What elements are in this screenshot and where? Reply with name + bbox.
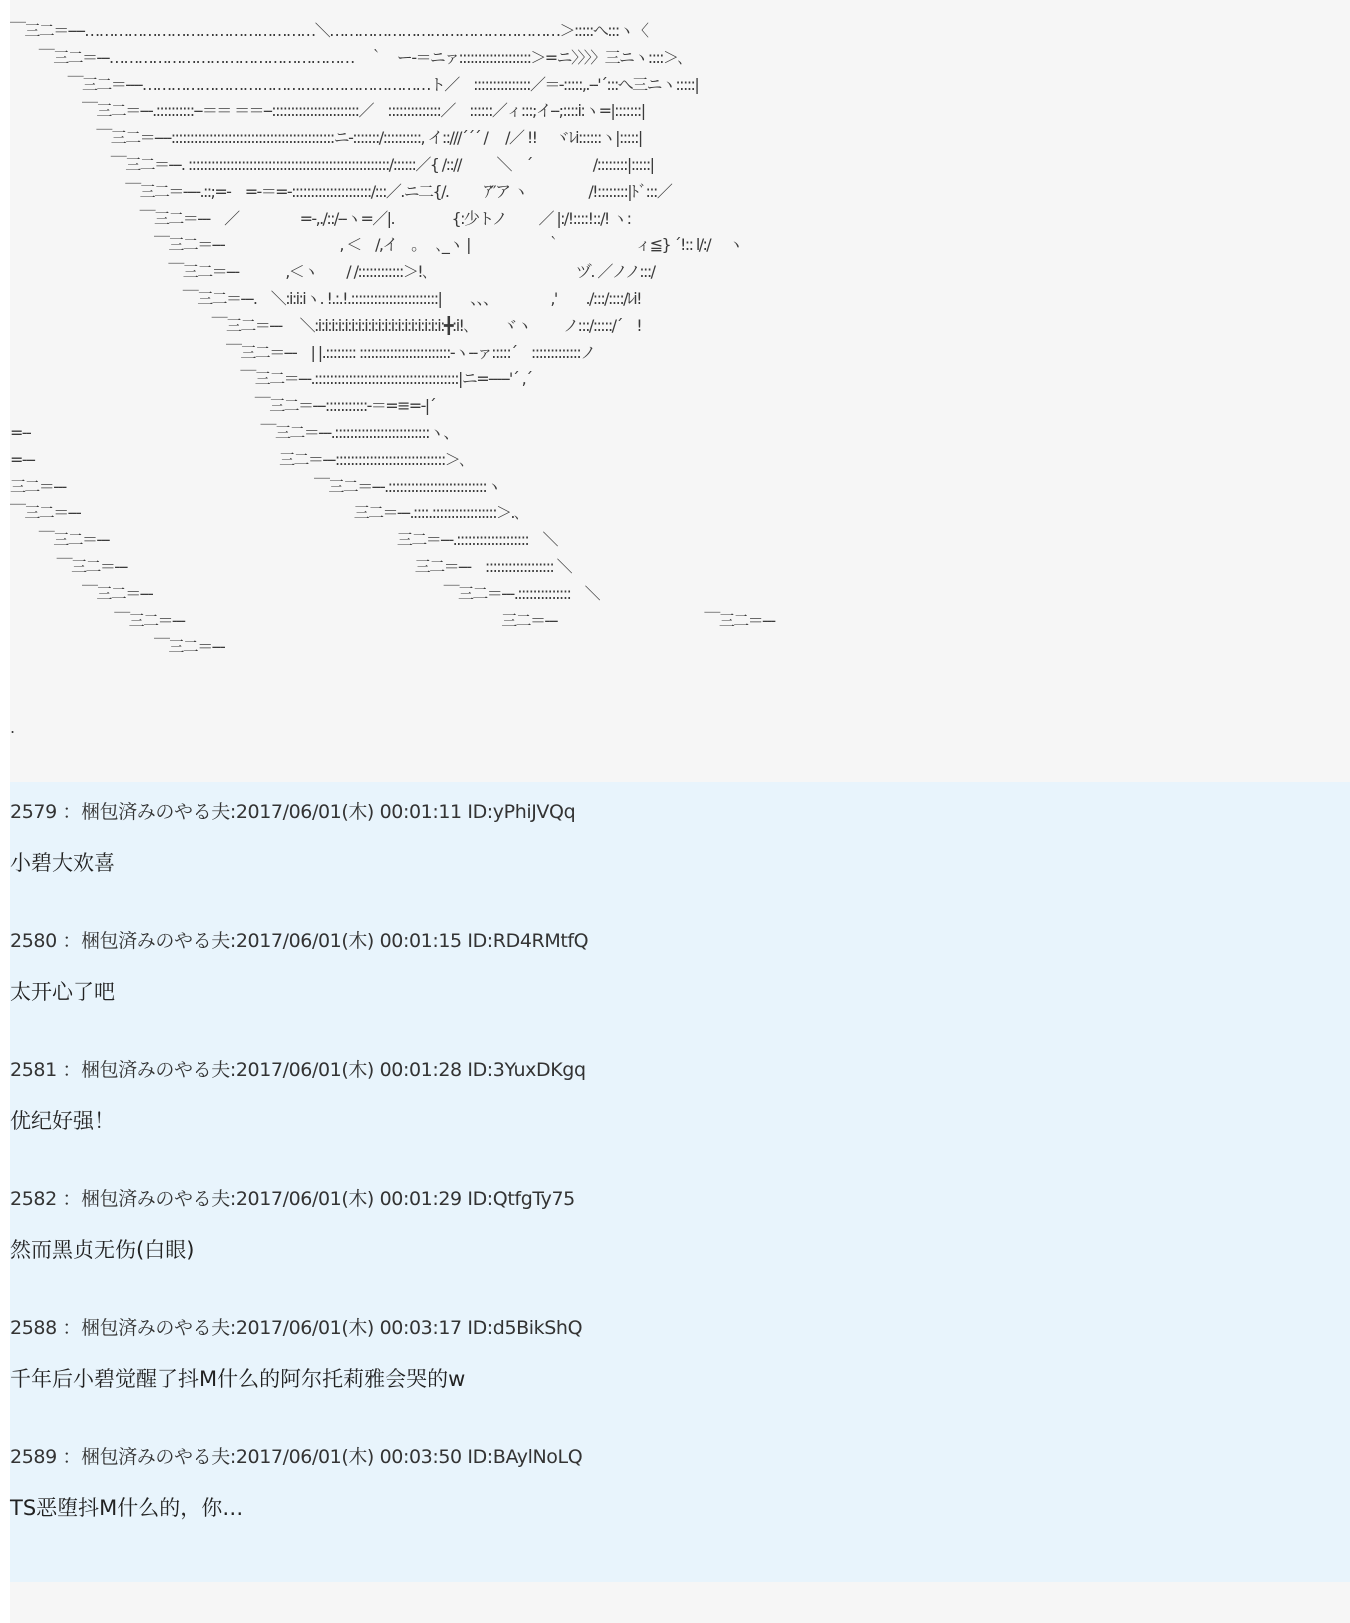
post-header — [10, 800, 1330, 824]
reply-post — [10, 1187, 1330, 1264]
ascii-art: ￣三二＝----…………………………………………＼…………………………………………＞:::::へ:::ヽ〈 ￣三二＝---…………………………………………… ｀ ー-＝ニァ:::::::::::::::::::＞=ニ〉〉〉〉三ニヽ::::＞､ ￣三二＝----……………………………………………………ト／ :::::::::::::::／＝-:::::,.--'´:::へ三ニヽ:::::| ￣三二＝---.::::::::::--＝＝ ＝＝--:::::::::::::::::::::::／ ::::::::::::::／ ::::::／ィ:::;イ-‐;::::i:ヽ=|:::::::| ￣三二＝----:::::::::::::::::::::::::::::::::::::::::::ニ-:::::::/::::::::::, イ::///´´´ / /／ !! ヾﾚi::::::ヽ|:::::| ￣三二＝---. :::::::::::::::::::::::::::::::::::::::::::::::::::::/::::::／{ /::// ＼ ´ /::::::::|:::::| ￣三二＝----.::;=- =-＝=-:::::::::::::::::::::/:::／.ニ二{/. ｱ″ア ヽ /!::::::::|ﾄﾞ:::／ ￣三二＝--- ／ =-,./::/--ヽ=／|. {:少トノ ／ |:/!::::!::/! ヽ: ￣三二＝--- , ＜ /,イ 。 ､_ヽ | ｀ ィ≦} ´!:: l/:/ ヽ ￣三二＝--- ,＜ヽ / /::::::::::::＞!､ ヅ. ／ノノ:::/ ￣三二＝---. ＼:i:i:iヽ. !.:.!.:::::::::::::::::::::::| 、、、 ,' ./:::/::::/ﾚi! ￣三二＝--- ＼:i:i:i:i:i:i:i:i:i:i:i:i:i:i:i:i:i:i:i:╋:i!､ ヾヽ ノ:::/:::::/´ ! ￣三二＝--- | |.:::::::: ::::::::::::::::::::::::-ヽ-‐ァ:::::´ :::::::::::::ノ ￣三二＝---.::::::::::::::::::::::::::::::::::::::|ニ=----‐'´ ,´ ￣三二＝---:::::::::::-＝=≡=-|´ =-- ￣三二＝---.:::::::::::::::::::::::::ヽ、 =--- 三二＝---:::::::::::::::::::::::::::::＞､ 三二＝--- ￣三二＝---.::::::::::::::::::::::::::ヽ ￣三二＝--- 三二＝---.::::.:::::::::::::::::＞.､ ￣三二＝--- 三二＝---.::::::::::::::::::: ＼ ￣三二＝--- 三二＝--- :::::::::::::::::: ＼ ￣三二＝--- ￣三二＝---.:::::::::::::: ＼ ￣三二＝--- 三二＝--- ￣三二＝--- ￣三二＝--- . — [10, 21, 775, 737]
poster-id: ID:d5BikShQ — [467, 1317, 583, 1339]
poster-name: ：梱包済みのやる夫 — [62, 930, 230, 952]
post-body: TS恶堕抖M什么的，你… — [10, 1496, 244, 1520]
post-number: 2580 — [10, 930, 57, 952]
reply-post — [10, 1316, 1330, 1393]
poster-name: ：梱包済みのやる夫 — [62, 1059, 230, 1081]
poster-name: ：梱包済みのやる夫 — [62, 1317, 230, 1339]
post-datetime: :2017/06/01(木) 00:01:28 — [229, 1059, 462, 1081]
reply-post — [10, 1058, 1330, 1135]
reply-post — [10, 1445, 1330, 1522]
post-number: 2588 — [10, 1317, 57, 1339]
poster-id: ID:QtfgTy75 — [467, 1188, 575, 1210]
post-number: 2579 — [10, 801, 57, 823]
ascii-art-block — [10, 18, 1350, 778]
page-background — [10, 0, 1350, 1623]
post-datetime: :2017/06/01(木) 00:01:29 — [229, 1188, 462, 1210]
reply-post — [10, 929, 1330, 1006]
poster-id: ID:yPhiJVQq — [467, 801, 576, 823]
post-header — [10, 1058, 1330, 1082]
post-datetime: :2017/06/01(木) 00:03:50 — [229, 1446, 462, 1468]
post-body: 然而黑贞无伤(白眼) — [10, 1238, 195, 1262]
poster-id: ID:RD4RMtfQ — [467, 930, 589, 952]
post-datetime: :2017/06/01(木) 00:01:11 — [229, 801, 462, 823]
poster-name: ：梱包済みのやる夫 — [62, 1446, 230, 1468]
post-header — [10, 1316, 1330, 1340]
post-header — [10, 929, 1330, 953]
reply-list — [10, 782, 1350, 1582]
poster-id: ID:3YuxDKgq — [467, 1059, 586, 1081]
post-header — [10, 1187, 1330, 1211]
poster-name: ：梱包済みのやる夫 — [62, 1188, 230, 1210]
post-header — [10, 1445, 1330, 1469]
reply-post — [10, 800, 1330, 877]
post-body: 优纪好强！ — [10, 1109, 115, 1133]
poster-id: ID:BAylNoLQ — [467, 1446, 583, 1468]
post-datetime: :2017/06/01(木) 00:03:17 — [229, 1317, 462, 1339]
poster-name: ：梱包済みのやる夫 — [62, 801, 230, 823]
post-number: 2581 — [10, 1059, 57, 1081]
post-number: 2589 — [10, 1446, 57, 1468]
post-body: 小碧大欢喜 — [10, 851, 115, 875]
post-number: 2582 — [10, 1188, 57, 1210]
post-body: 太开心了吧 — [10, 980, 115, 1004]
post-body: 千年后小碧觉醒了抖M什么的阿尔托莉雅会哭的w — [10, 1367, 466, 1391]
post-datetime: :2017/06/01(木) 00:01:15 — [229, 930, 462, 952]
